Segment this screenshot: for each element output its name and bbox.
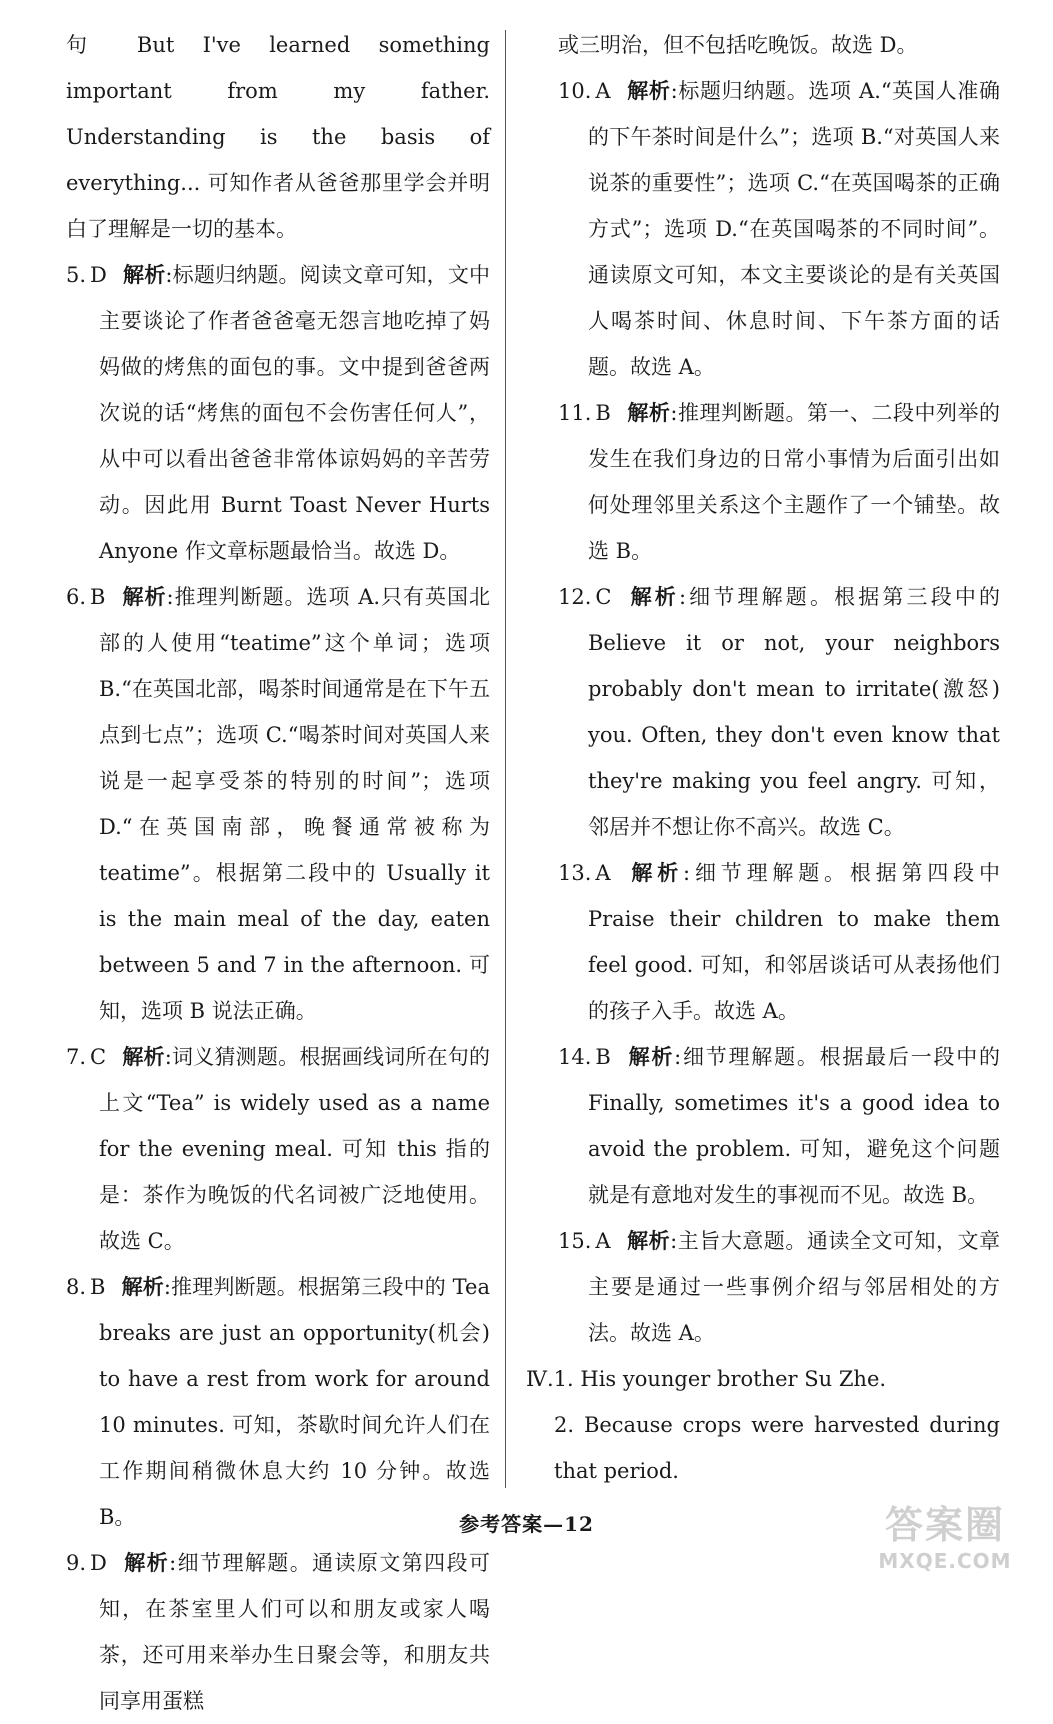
item-explanation: :主旨大意题。通读全文可知，文章主要是通过一些事例介绍与邻居相处的方法。故选 A。 (588, 1229, 1001, 1345)
item-answer: D (90, 1551, 107, 1575)
answer-item-11 (558, 390, 1000, 574)
site-watermark (865, 1502, 1025, 1592)
item-number: 14. (558, 1045, 592, 1069)
answer-item-5 (66, 252, 490, 574)
analysis-label: 解析 (626, 1044, 675, 1069)
item-answer: C (90, 1045, 107, 1069)
analysis-label: 解析 (122, 262, 166, 287)
item-answer: B (90, 585, 106, 609)
item-answer: A (595, 861, 611, 885)
item-explanation: :细节理解题。根据第三段中的 Believe it or not, your neighbors probably don't mean to irritate(激怒) you. Often, they don't even know that they're making you feel angry. 可知，邻居并不想让你不高兴。故选 C。 (588, 585, 1001, 839)
item-explanation: :推理判断题。选项 A.只有英国北部的人使用“teatime”这个单词；选项 B.“在英国北部，喝茶时间通常是在下午五点到七点”；选项 C.“喝茶时间对英国人来说是一起享受茶的特别的时间”；选项 D.“在英国南部，晚餐通常被称为 teatime”。根据第二段中的 Usually it is the main meal of the day, eaten between 5 and 7 in the afternoon. 可知，选项 B 说法正确。 (99, 585, 491, 1023)
analysis-label: 解析 (626, 1228, 671, 1253)
analysis-label: 解析 (122, 1550, 170, 1575)
item-number: 15. (558, 1229, 592, 1253)
item-explanation: :推理判断题。第一、二段中列举的发生在我们身边的日常小事情为后面引出如何处理邻里关系这个主题作了一个铺垫。故选 B。 (588, 401, 1000, 563)
item-number: 11. (558, 401, 592, 425)
item-answer: D (90, 263, 107, 287)
item-number: 5. (66, 263, 87, 287)
section-iv-item-1 (526, 1356, 1000, 1402)
item-answer: C (595, 585, 612, 609)
item-text: His younger brother Su Zhe. (580, 1367, 887, 1391)
analysis-label: 解析 (626, 78, 671, 103)
page-footer: 参考答案—12 (459, 1512, 594, 1536)
item-answer: B (595, 401, 611, 425)
watermark-url: MXQE.COM (878, 1549, 1012, 1573)
analysis-label: 解析 (626, 860, 684, 885)
column-divider (505, 30, 506, 1488)
item-explanation: :细节理解题。通读原文第四段可知，在茶室里人们可以和朋友或家人喝茶，还可用来举办生日聚会等，和朋友共同享用蛋糕 (99, 1551, 491, 1713)
answer-item-10 (558, 68, 1000, 390)
item-number: 9. (66, 1551, 87, 1575)
answer-item-13 (558, 850, 1000, 1034)
analysis-label: 解析 (122, 1044, 165, 1069)
answer-item-14 (558, 1034, 1000, 1218)
section-iv (526, 1356, 1000, 1494)
right-continuation: 或三明治，但不包括吃晚饭。故选 D。 (558, 33, 918, 57)
watermark-logo: 答案圈 (884, 1503, 1005, 1547)
item-answer: A (595, 79, 611, 103)
item-number: 8. (66, 1275, 87, 1299)
item-explanation: :推理判断题。根据第三段中的 Tea breaks are just an opportunity(机会) to have a rest from work for around 10 minutes. 可知，茶歇时间允许人们在工作期间稍微休息大约 10 分钟。故选 B。 (99, 1275, 490, 1529)
item-explanation: :词义猜测题。根据画线词所在句的上文“Tea” is widely used as a name for the evening meal. 可知 this 指的是：茶作为晚饭的代名词被广泛地使用。故选 C。 (99, 1045, 491, 1253)
item-text: Because crops were harvested during that period. (554, 1413, 1000, 1483)
item-number: 13. (558, 861, 592, 885)
answer-item-8 (66, 1264, 490, 1540)
item-number: 7. (66, 1045, 87, 1069)
left-continuation: 句 But I've learned something important from my father. Understanding is the basis of everything... 可知作者从爸爸那里学会并明白了理解是一切的基本。 (66, 33, 490, 241)
item-explanation: :标题归纳题。阅读文章可知，文中主要谈论了作者爸爸毫无怨言地吃掉了妈妈做的烤焦的面包的事。文中提到爸爸两次说的话“烤焦的面包不会伤害任何人”，从中可以看出爸爸非常体谅妈妈的辛苦劳动。因此用 Burnt Toast Never Hurts Anyone 作文章标题最恰当。故选 D。 (99, 263, 491, 563)
analysis-label: 解析 (627, 584, 679, 609)
answer-item-6 (66, 574, 490, 1034)
item-explanation: :细节理解题。根据最后一段中的 Finally, sometimes it's a good idea to avoid the problem. 可知，避免这个问题就是有意地对发生的事视而不见。故选 B。 (588, 1045, 1001, 1207)
answer-item-7 (66, 1034, 490, 1264)
item-number: 12. (558, 585, 592, 609)
answer-item-15 (558, 1218, 1000, 1356)
item-explanation: :标题归纳题。选项 A.“英国人准确的下午茶时间是什么”；选项 B.“对英国人来说茶的重要性”；选项 C.“在英国喝茶的正确方式”；选项 D.“在英国喝茶的不同时间”。通读原文可知，本文主要谈论的是有关英国人喝茶时间、休息时间、下午茶方面的话题。故选 A。 (588, 79, 1000, 379)
item-explanation: :细节理解题。根据第四段中 Praise their children to make them feel good. 可知，和邻居谈话可从表扬他们的孩子入手。故选 A。 (588, 861, 1000, 1023)
item-answer: B (595, 1045, 611, 1069)
analysis-label: 解析 (121, 1274, 164, 1299)
right-column (526, 22, 1001, 1494)
item-number: 1. (553, 1367, 574, 1391)
item-answer: B (90, 1275, 106, 1299)
item-answer: A (595, 1229, 611, 1253)
answer-item-9 (66, 1540, 490, 1724)
left-column (66, 22, 490, 1724)
answer-item-12 (558, 574, 1000, 850)
analysis-label: 解析 (121, 584, 167, 609)
section-iv-item-2 (526, 1402, 1000, 1494)
item-number: 2. (554, 1413, 575, 1437)
item-number: 6. (66, 585, 87, 609)
section-label: Ⅳ. (526, 1367, 554, 1391)
analysis-label: 解析 (626, 400, 671, 425)
item-number: 10. (558, 79, 592, 103)
